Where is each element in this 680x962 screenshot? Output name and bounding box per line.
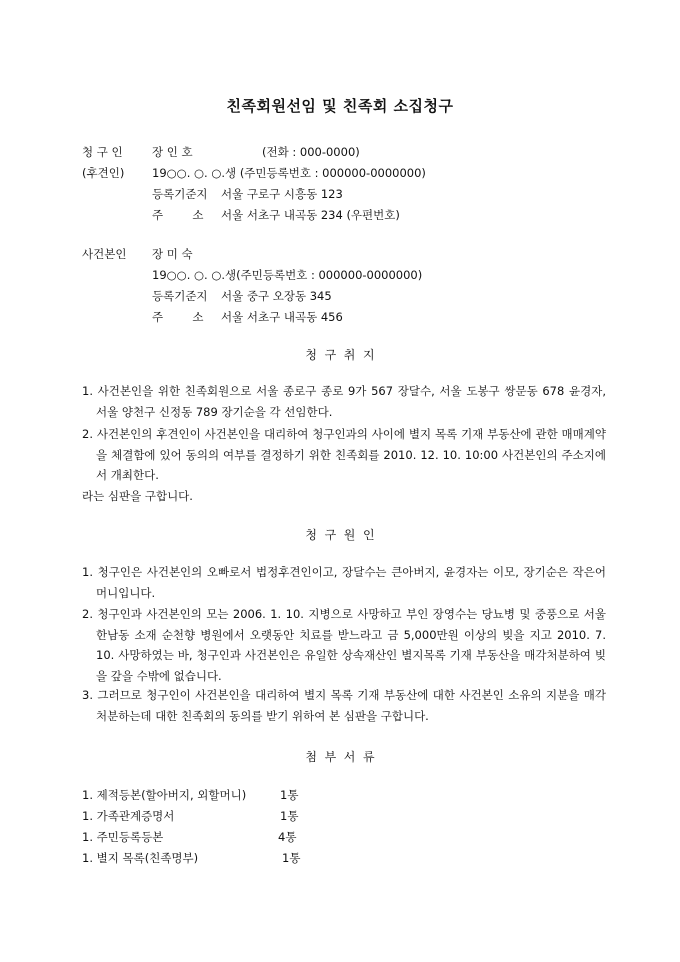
attachment-item	[82, 850, 198, 866]
applicant-name: 장 인 호	[152, 145, 193, 159]
attachment-item	[82, 829, 163, 845]
attachment-name: 1. 가족관계증명서	[82, 809, 175, 823]
attachment-name: 1. 별지 목록(친족명부)	[82, 851, 199, 865]
attachment-name: 1. 주민등록등본	[82, 830, 164, 844]
cause-heading: 청 구 원 인	[305, 528, 375, 542]
principal-addr-value: 서울 서초구 내곡동 456	[221, 310, 343, 324]
cause-item-2: 2. 청구인과 사건본인의 모는 2006. 1. 10. 지병으로 사망하고 부인 장영수는 당뇨병 및 중풍으로 서울 한남동 소재 순천향 병원에서 오랫동안 치료를 받느라고 금 5,000만원 이상의 빚을 지고 2010. 7. 10. 사망하였는 바, 청구인과 사건본인은 유일한 상속재산인 별지목록 기재 부동산을 매각처분하여 빚을 갚을 수밖에 없습니다.	[82, 607, 606, 683]
principal-birth: 19○○. ○. ○.생(주민등록번호 : 000000-0000000)	[152, 268, 423, 282]
attachment-name: 1. 제적등본(할아버지, 외할머니)	[82, 788, 247, 802]
applicant-sublabel: (후견인)	[82, 166, 125, 180]
applicant-reg-value: 서울 구로구 시흥동 123	[221, 187, 343, 201]
attachment-item	[82, 787, 246, 803]
purpose-closing: 라는 심판을 구합니다.	[82, 489, 193, 503]
attachment-count: 1통	[280, 809, 299, 823]
applicant-birth: 19○○. ○. ○.생 (주민등록번호 : 000000-0000000)	[152, 166, 426, 180]
principal-label: 사건본인	[82, 247, 127, 261]
purpose-item-2: 2. 사건본인의 후견인이 사건본인을 대리하여 청구인과의 사이에 별지 목록 기재 부동산에 관한 매매계약을 체결함에 있어 동의의 여부를 결정하기 위한 친족회를 2010. 12. 10. 10:00 사건본인의 주소지에서 개최한다.	[82, 427, 606, 482]
principal-addr-label: 주 소	[152, 310, 204, 324]
attachment-count: 1통	[282, 851, 301, 865]
cause-item-1: 1. 청구인은 사건본인의 오빠로서 법정후견인이고, 장달수는 큰아버지, 윤경자는 이모, 장기순은 작은어머니입니다.	[82, 565, 606, 600]
attachment-count: 1통	[280, 788, 299, 802]
attachments-heading: 첨 부 서 류	[305, 750, 375, 764]
applicant-label: 청 구 인	[82, 145, 123, 159]
applicant-reg-label: 등록기준지	[152, 187, 208, 201]
document-title: 친족회원선임 및 친족회 소집청구	[226, 97, 454, 115]
applicant-addr-value: 서울 서초구 내곡동 234 (우편번호)	[221, 208, 400, 222]
cause-item-3: 3. 그러므로 청구인이 사건본인을 대리하여 별지 목록 기재 부동산에 대한 사건본인 소유의 지분을 매각처분하는데 대한 친족회의 동의를 받기 위하여 본 심판을 구합니다.	[82, 688, 606, 723]
attachment-item	[82, 808, 174, 824]
principal-reg-value: 서울 중구 오장동 345	[221, 289, 332, 303]
applicant-addr-label: 주 소	[152, 208, 204, 222]
applicant-phone: (전화 : 000-0000)	[262, 145, 360, 159]
purpose-item-1: 1. 사건본인을 위한 친족회원으로 서울 종로구 종로 9가 567 장달수, 서울 도봉구 쌍문동 678 윤경자, 서울 양천구 신정동 789 장기순을 각 선임한다.	[82, 384, 606, 419]
purpose-heading: 청 구 취 지	[305, 348, 375, 362]
principal-name: 장 미 숙	[152, 247, 193, 261]
attachment-count: 4통	[278, 830, 297, 844]
principal-reg-label: 등록기준지	[152, 289, 208, 303]
